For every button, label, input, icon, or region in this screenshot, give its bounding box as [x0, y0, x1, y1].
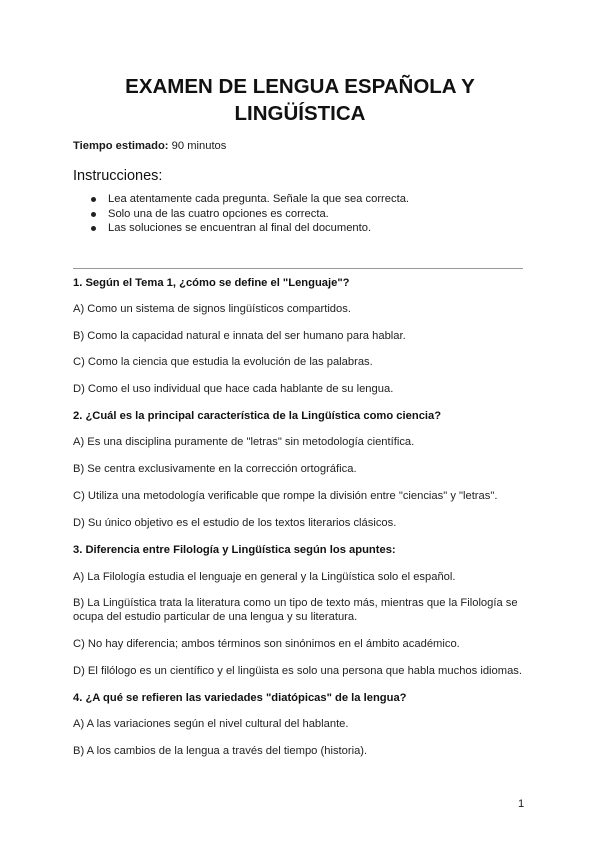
instruction-text: Solo una de las cuatro opciones es correcta.	[108, 207, 329, 220]
question-3-option-b: B) La Lingüística trata la literatura como un tipo de texto más, mientras que la Filología se ocupa del estudio particular de una lengua y su literatura.	[73, 597, 518, 623]
question-3-option-c: C) No hay diferencia; ambos términos son sinónimos en el ámbito académico.	[73, 638, 460, 650]
estimated-time-label: Tiempo estimado:	[73, 140, 169, 152]
question-4-option-b: B) A los cambios de la lengua a través del tiempo (historia).	[73, 745, 368, 757]
bullet-icon	[91, 197, 96, 202]
bullet-icon	[91, 226, 96, 231]
instruction-item	[91, 221, 409, 236]
page-number: 1	[518, 798, 525, 810]
instructions-list	[91, 192, 409, 236]
question-2-option-d: D) Su único objetivo es el estudio de los textos literarios clásicos.	[73, 517, 397, 529]
question-3-option-d: D) El filólogo es un científico y el lingüista es solo una persona que habla muchos idiomas.	[73, 665, 522, 677]
estimated-time	[73, 140, 226, 152]
instructions-heading: Instrucciones:	[73, 168, 163, 184]
instruction-text: Lea atentamente cada pregunta. Señale la que sea correcta.	[108, 193, 410, 205]
bullet-icon	[91, 212, 96, 217]
question-2-option-c: C) Utiliza una metodología verificable que rompe la división entre "ciencias" y "letras".	[73, 490, 498, 502]
question-3-option-a: A) La Filología estudia el lenguaje en general y la Lingüística solo el español.	[73, 571, 456, 583]
instruction-item	[91, 192, 409, 207]
question-1-option-b: B) Como la capacidad natural e innata del ser humano para hablar.	[73, 330, 406, 342]
estimated-time-value: 90 minutos	[168, 140, 227, 152]
question-1: 1. Según el Tema 1, ¿cómo se define el "Lenguaje"?	[73, 277, 350, 289]
question-1-option-c: C) Como la ciencia que estudia la evolución de las palabras.	[73, 356, 373, 368]
question-2-option-a: A) Es una disciplina puramente de "letras" sin metodología científica.	[73, 436, 415, 448]
question-2-option-b: B) Se centra exclusivamente en la corrección ortográfica.	[73, 463, 357, 475]
section-divider	[73, 268, 523, 269]
instruction-text: Las soluciones se encuentran al final del documento.	[108, 222, 372, 234]
question-2: 2. ¿Cuál es la principal característica de la Lingüística como ciencia?	[73, 410, 442, 422]
question-4: 4. ¿A qué se refieren las variedades "diatópicas" de la lengua?	[73, 692, 407, 704]
question-1-option-a: A) Como un sistema de signos lingüísticos compartidos.	[73, 303, 351, 315]
question-3: 3. Diferencia entre Filología y Lingüística según los apuntes:	[73, 544, 396, 556]
instruction-item	[91, 207, 409, 222]
document-title: EXAMEN DE LENGUA ESPAÑOLA Y LINGÜÍSTICA	[125, 75, 475, 125]
question-1-option-d: D) Como el uso individual que hace cada hablante de su lengua.	[73, 383, 394, 395]
question-4-option-a: A) A las variaciones según el nivel cultural del hablante.	[73, 718, 349, 730]
